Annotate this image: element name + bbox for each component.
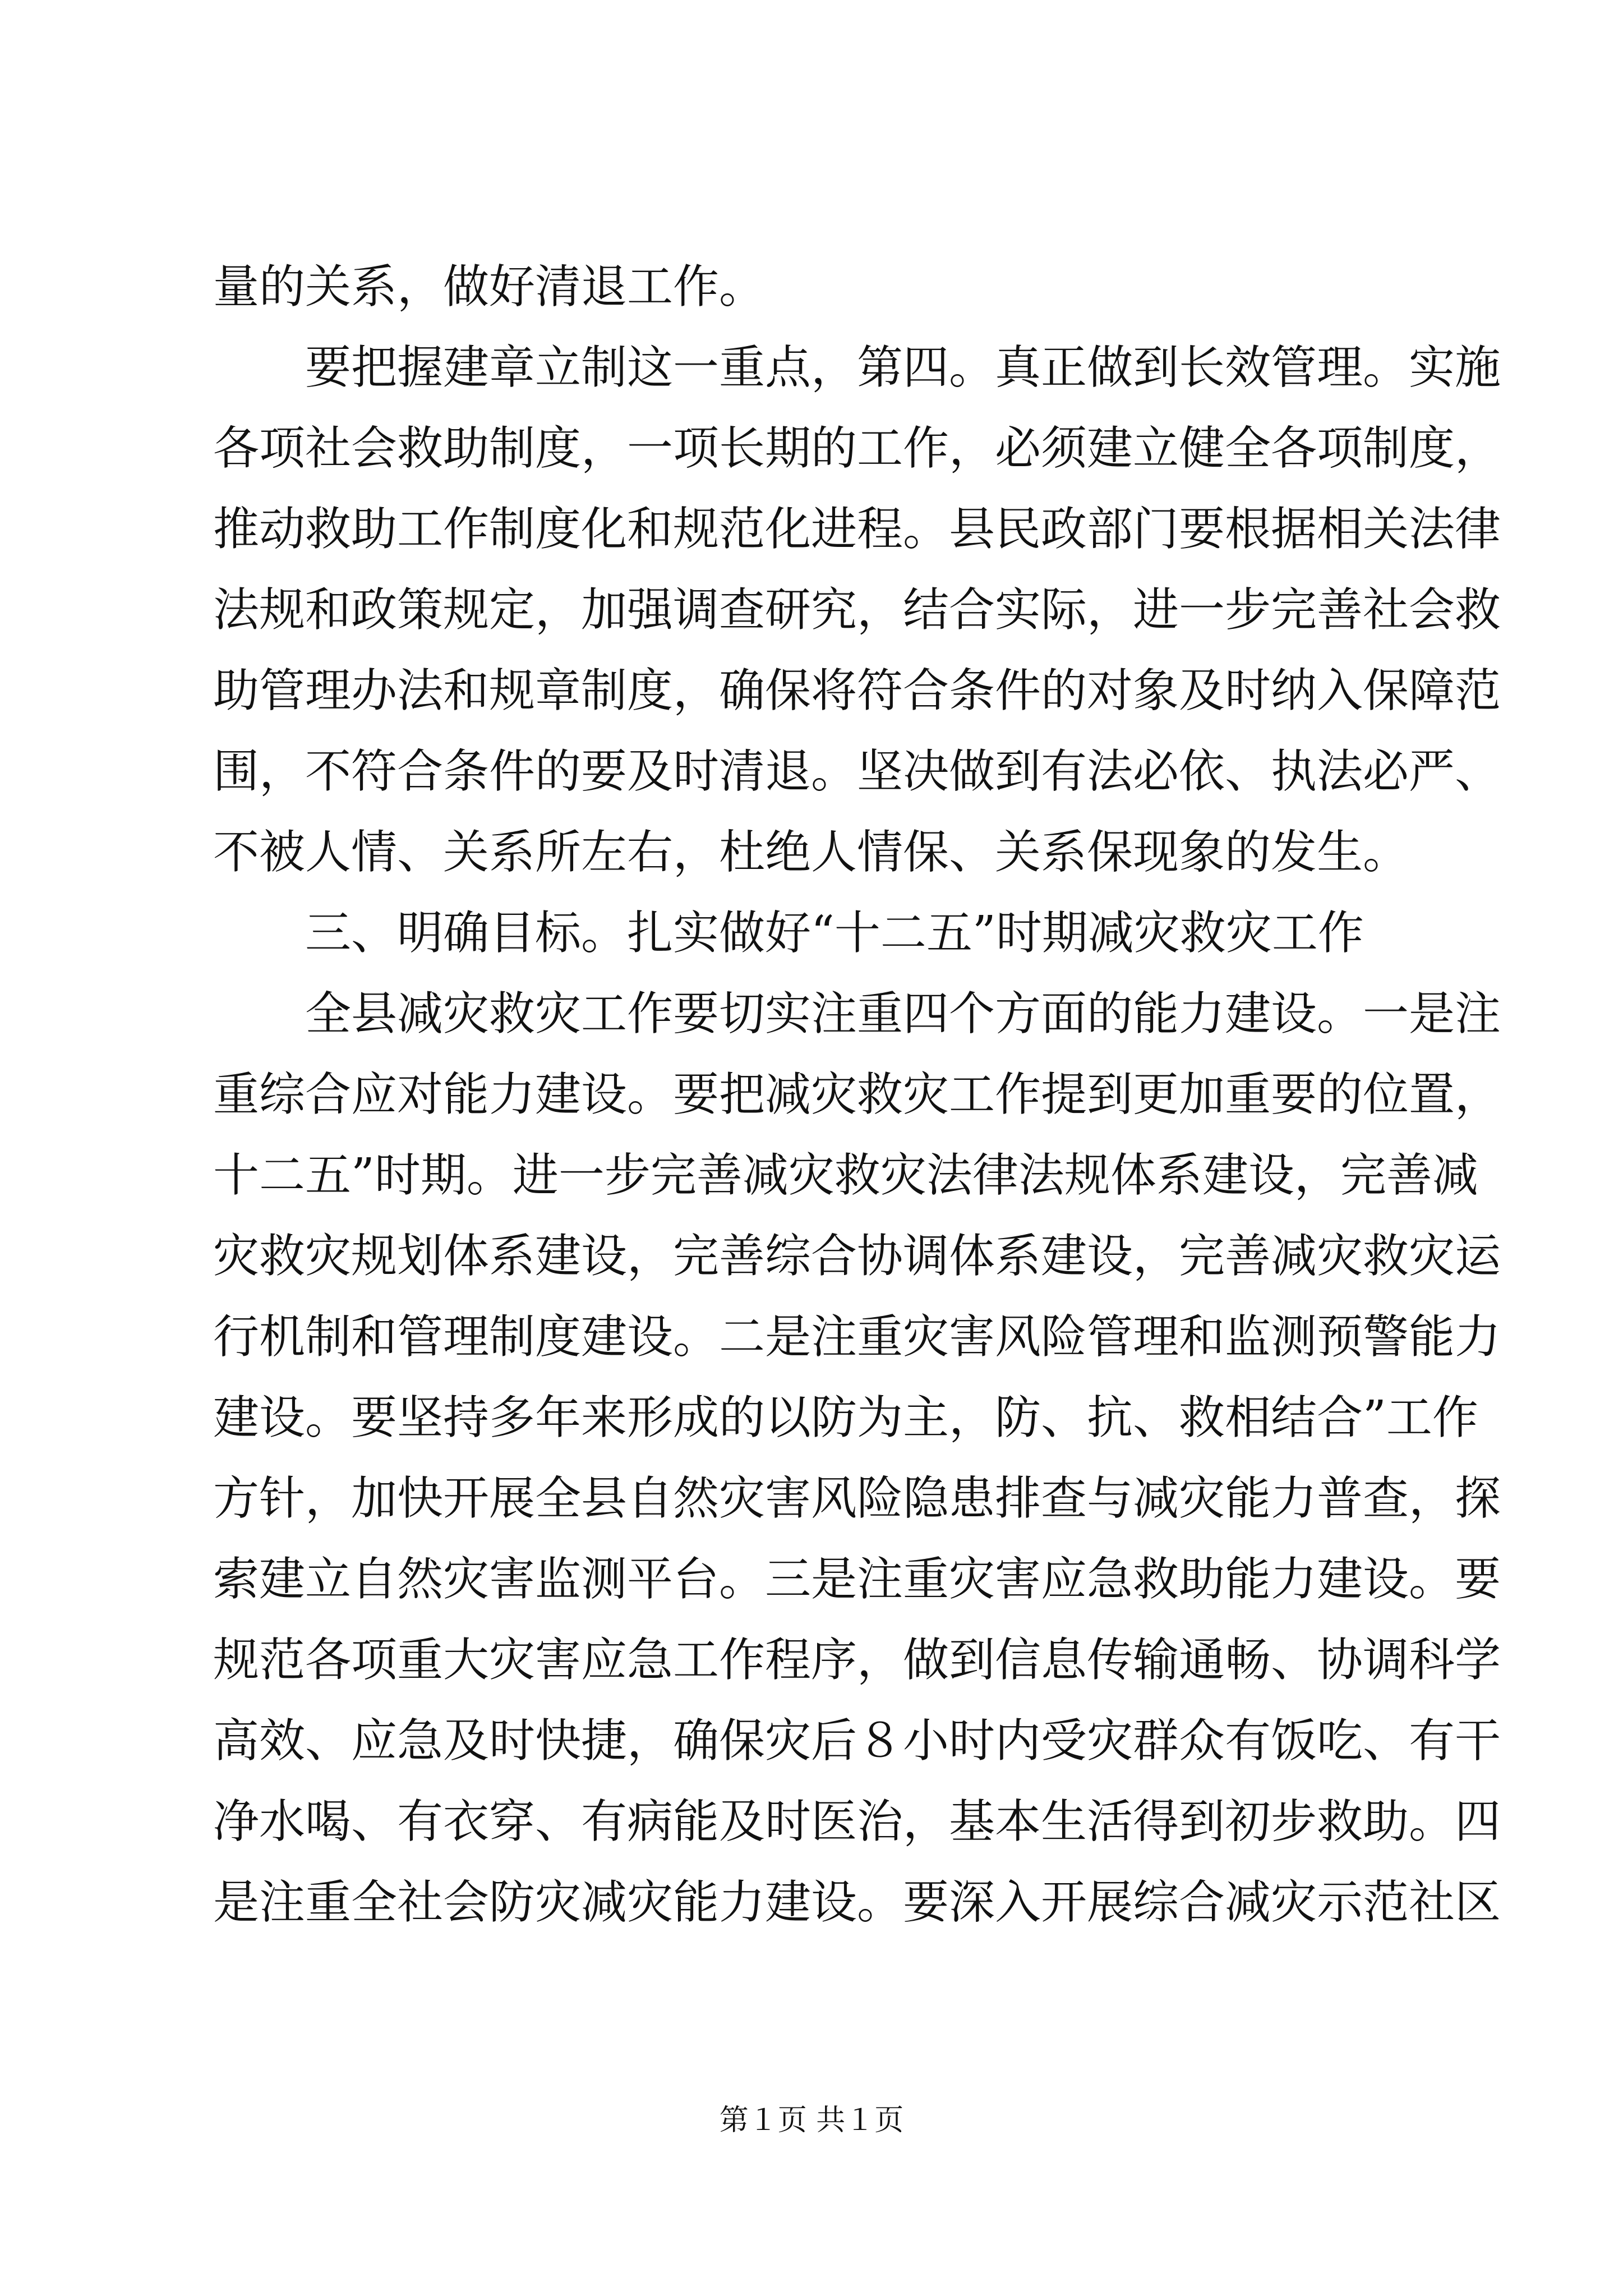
text-line: 净水喝、有衣穿、有病能及时医治，基本生活得到初步救助。四 <box>213 1795 1501 1848</box>
text-line: 助管理办法和规章制度，确保将符合条件的对象及时纳入保障范 <box>213 664 1501 717</box>
text-line: 索建立自然灾害监测平台。三是注重灾害应急救助能力建设。要 <box>213 1553 1501 1606</box>
text-line: 要把握建章立制这一重点，第四。真正做到长效管理。实施 <box>305 341 1501 394</box>
text-line: 各项社会救助制度，一项长期的工作，必须建立健全各项制度， <box>213 422 1501 475</box>
section-heading: 三、明确目标。扎实做好“十二五”时期减灾救灾工作 <box>305 907 1364 960</box>
text-line: 灾救灾规划体系建设，完善综合协调体系建设，完善减灾救灾运 <box>213 1230 1501 1283</box>
text-line: 是注重全社会防灾减灾能力建设。要深入开展综合减灾示范社区 <box>213 1876 1501 1929</box>
text-line: 十二五”时期。进一步完善减灾救灾法律法规体系建设，完善减 <box>213 1149 1478 1202</box>
text-line: 全县减灾救灾工作要切实注重四个方面的能力建设。一是注 <box>305 987 1501 1041</box>
text-line: 行机制和管理制度建设。二是注重灾害风险管理和监测预警能力 <box>213 1310 1501 1364</box>
text-line: 围，不符合条件的要及时清退。坚决做到有法必依、执法必严、 <box>213 745 1501 798</box>
text-line: 建设。要坚持多年来形成的以防为主，防、抗、救相结合”工作 <box>213 1391 1478 1444</box>
text-line: 重综合应对能力建设。要把减灾救灾工作提到更加重要的位置， <box>213 1068 1501 1121</box>
page-number: 第１页 共１页 <box>719 2104 904 2137</box>
text-line: 法规和政策规定，加强调查研究，结合实际，进一步完善社会救 <box>213 583 1501 637</box>
text-line: 方针，加快开展全县自然灾害风险隐患排查与减灾能力普查，探 <box>213 1472 1501 1525</box>
text-line: 不被人情、关系所左右，杜绝人情保、关系保现象的发生。 <box>213 826 1409 879</box>
text-line: 规范各项重大灾害应急工作程序，做到信息传输通畅、协调科学 <box>213 1634 1501 1687</box>
text-line: 推动救助工作制度化和规范化进程。县民政部门要根据相关法律 <box>213 503 1501 556</box>
text-line: 量的关系，做好清退工作。 <box>213 260 766 314</box>
text-line: 高效、应急及时快捷，确保灾后８小时内受灾群众有饭吃、有干 <box>213 1714 1501 1768</box>
document-body <box>213 247 1501 1943</box>
